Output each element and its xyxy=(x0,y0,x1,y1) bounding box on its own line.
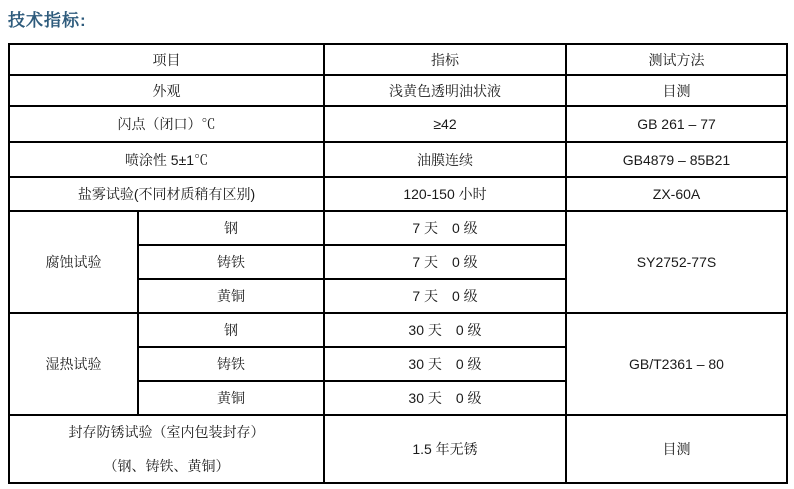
sealed-rust-label xyxy=(9,415,324,483)
page-title: 技术指标: xyxy=(8,11,87,30)
header-method: 测试方法 xyxy=(566,44,787,75)
corrosion-value-cast-iron: 7 天 0 级 xyxy=(324,245,566,279)
damp-heat-material-brass: 黄铜 xyxy=(138,381,324,415)
table-row xyxy=(9,415,787,483)
flash-point-label: 闪点（闭口）℃ xyxy=(9,106,324,142)
flash-point-value: ≥42 xyxy=(324,106,566,142)
table-row xyxy=(9,177,787,211)
table-row xyxy=(9,142,787,177)
sealed-rust-method: 目测 xyxy=(566,415,787,483)
spec-table xyxy=(8,43,788,484)
damp-heat-value-steel: 30 天 0 级 xyxy=(324,313,566,347)
table-row xyxy=(9,75,787,106)
sprayability-method: GB4879 – 85B21 xyxy=(566,142,787,177)
table-header-row xyxy=(9,44,787,75)
damp-heat-value-cast-iron: 30 天 0 级 xyxy=(324,347,566,381)
header-indicator: 指标 xyxy=(324,44,566,75)
sealed-rust-label-line2: （钢、铸铁、黄铜） xyxy=(103,458,230,474)
damp-heat-material-steel: 钢 xyxy=(138,313,324,347)
corrosion-group-label: 腐蚀试验 xyxy=(9,211,138,313)
salt-spray-label: 盐雾试验(不同材质稍有区别) xyxy=(9,177,324,211)
sprayability-label: 喷涂性 5±1℃ xyxy=(9,142,324,177)
table-row xyxy=(9,211,787,245)
appearance-value: 浅黄色透明油状液 xyxy=(324,75,566,106)
sprayability-value: 油膜连续 xyxy=(324,142,566,177)
sealed-rust-value: 1.5 年无锈 xyxy=(324,415,566,483)
damp-heat-method: GB/T2361 – 80 xyxy=(566,313,787,415)
header-item: 项目 xyxy=(9,44,324,75)
appearance-method: 目测 xyxy=(566,75,787,106)
corrosion-material-brass: 黄铜 xyxy=(138,279,324,313)
damp-heat-material-cast-iron: 铸铁 xyxy=(138,347,324,381)
corrosion-value-brass: 7 天 0 级 xyxy=(324,279,566,313)
sealed-rust-label-line1: 封存防锈试验（室内包装封存） xyxy=(68,424,265,440)
appearance-label: 外观 xyxy=(9,75,324,106)
table-row xyxy=(9,313,787,347)
corrosion-material-cast-iron: 铸铁 xyxy=(138,245,324,279)
corrosion-method: SY2752-77S xyxy=(566,211,787,313)
table-row xyxy=(9,106,787,142)
damp-heat-group-label: 湿热试验 xyxy=(9,313,138,415)
flash-point-method: GB 261 – 77 xyxy=(566,106,787,142)
corrosion-value-steel: 7 天 0 级 xyxy=(324,211,566,245)
salt-spray-value: 120-150 小时 xyxy=(324,177,566,211)
corrosion-material-steel: 钢 xyxy=(138,211,324,245)
damp-heat-value-brass: 30 天 0 级 xyxy=(324,381,566,415)
salt-spray-method: ZX-60A xyxy=(566,177,787,211)
